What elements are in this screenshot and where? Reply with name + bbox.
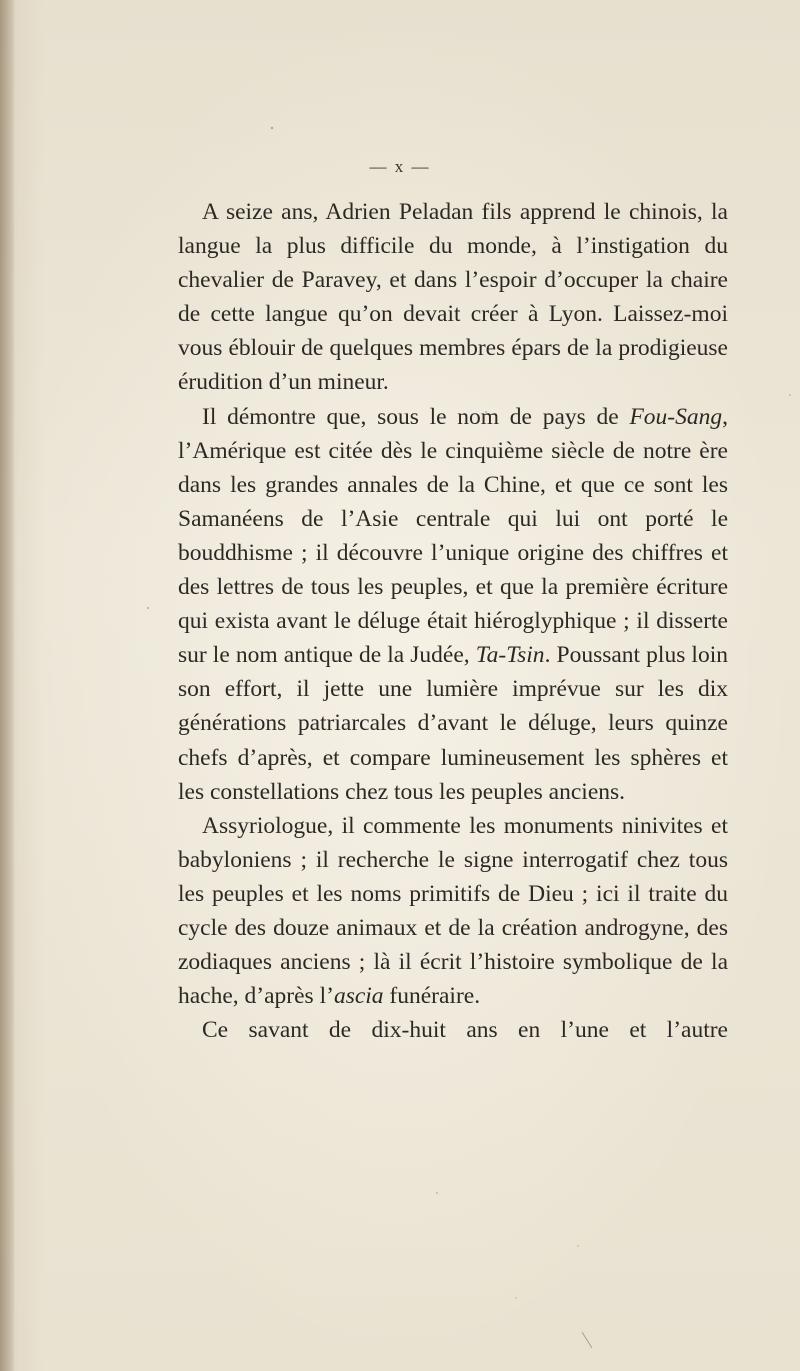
body-text	[178, 195, 728, 1047]
paragraph-2-segment: . Poussant plus loin son effort, il jette une lumière imprévue sur les dix générations patriarcales d’avant le déluge, leurs quinze chefs d’après, et compare lumineusement les sphères et les constellations chez tous les peuples anciens.	[178, 642, 728, 805]
paragraph-3-segment: funéraire.	[383, 983, 481, 1010]
paragraph-3-latin-term: ascia	[333, 983, 384, 1010]
page-number: — x —	[369, 157, 431, 176]
page-binding-edge	[0, 0, 14, 1371]
paragraph-2-place-name: Ta-Tsin	[475, 642, 545, 669]
paragraph-2-place-name: Fou-Sang	[629, 403, 723, 430]
paragraph-4: Ce savant de dix-huit ans en l’une et l’autre	[202, 1017, 728, 1044]
paragraph-2-segment: Il démontre que, sous le nom de pays de	[202, 403, 630, 430]
paragraph-2-segment: , l’Amérique est citée dès le cinquième siècle de notre ère dans les grandes annales de la Chine, et que ce sont les Samanéens de l’Asie centrale qui lui ont porté le bouddhisme ; il découvre l’unique origine des chiffres et des lettres de tous les peuples, et que la première écriture qui exista avant le déluge était hiéroglyphique ; il disserte sur le nom antique de la Judée,	[178, 403, 728, 669]
paragraph-1: A seize ans, Adrien Peladan fils apprend le chinois, la langue la plus difficile du monde, à l’instigation du chevalier de Paravey, et dans l’espoir d’occuper la chaire de cette langue qu’on devait créer à Lyon. Laissez-moi vous éblouir de quelques membres épars de la prodigieuse érudition d’un mineur.	[178, 199, 728, 396]
paragraph-2	[178, 400, 728, 809]
paragraph-3-segment: Assyriologue, il commente les monuments ninivites et babyloniens ; il recherche le signe interrogatif chez tous les peuples et les noms primitifs de Dieu ; ici il traite du cycle des douze animaux et de la création androgyne, des zodiaques anciens ; là il écrit l’histoire symbolique de la hache, d’après l’	[178, 812, 728, 1010]
paragraph-3	[178, 809, 728, 1014]
